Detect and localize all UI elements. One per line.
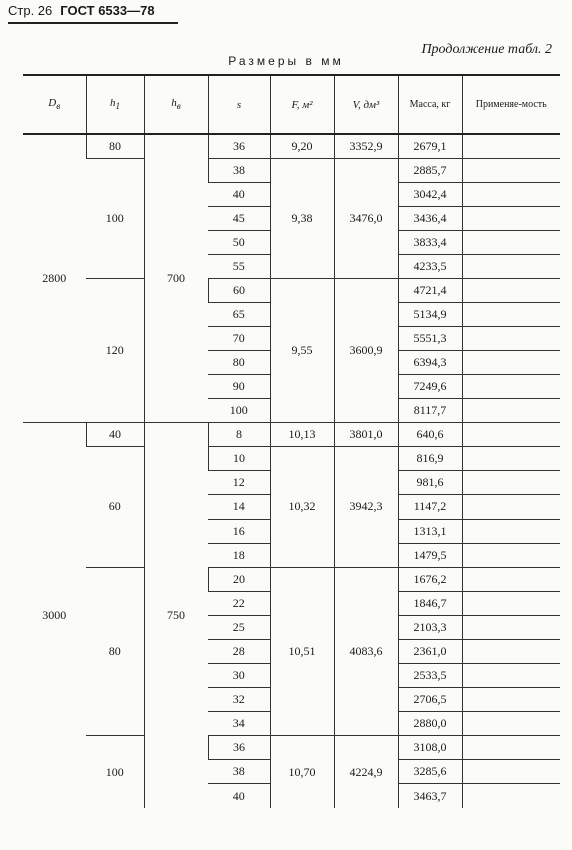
- cell-usage: [462, 712, 560, 736]
- cell-h1: 60: [86, 447, 144, 567]
- cell-usage: [462, 399, 560, 423]
- cell-s: 14: [208, 495, 270, 519]
- cell-f: 9,55: [270, 278, 334, 422]
- cell-v: 3476,0: [334, 158, 398, 278]
- cell-v: 4083,6: [334, 567, 398, 735]
- cell-h1: 100: [105, 764, 124, 779]
- cell-mass: 5551,3: [398, 327, 462, 351]
- table-header-row: [23, 75, 560, 134]
- cell-mass: 2533,5: [398, 663, 462, 687]
- cell-mass: 1676,2: [398, 567, 462, 591]
- cell-usage: [462, 663, 560, 687]
- cell-mass: 1846,7: [398, 591, 462, 615]
- cell-s: 45: [208, 206, 270, 230]
- cell-mass: 5134,9: [398, 302, 462, 326]
- table-row: [23, 158, 560, 182]
- cell-s: 28: [208, 639, 270, 663]
- cell-s: 80: [208, 351, 270, 375]
- cell-s: 18: [208, 543, 270, 567]
- cell-mass: 981,6: [398, 471, 462, 495]
- cell-s: 70: [208, 327, 270, 351]
- page-header: [8, 2, 178, 22]
- cell-usage: [462, 278, 560, 302]
- cell-s: 40: [232, 788, 245, 803]
- cell-usage: [462, 591, 560, 615]
- cell-v: 3801,0: [334, 423, 398, 447]
- cell-s: 10: [208, 447, 270, 471]
- cell-mass: 640,6: [398, 423, 462, 447]
- cell-usage: [462, 375, 560, 399]
- dimensions-table: [23, 74, 560, 808]
- cell-usage: [462, 736, 560, 760]
- cell-usage: [462, 206, 560, 230]
- cell-usage: [462, 760, 560, 784]
- cell-s: 34: [208, 712, 270, 736]
- cell-mass: 2880,0: [398, 712, 462, 736]
- units-caption: Размеры в мм: [228, 54, 344, 68]
- standard-code: ГОСТ 6533—78: [60, 3, 155, 18]
- table-row: [23, 567, 560, 591]
- cell-mass: 6394,3: [398, 351, 462, 375]
- cell-s: 36: [208, 736, 270, 760]
- table-row: [23, 278, 560, 302]
- cell-hv: 700: [144, 134, 208, 423]
- cell-f: 10,51: [270, 567, 334, 735]
- cell-usage: [462, 423, 560, 447]
- cell-mass: 7249,6: [398, 375, 462, 399]
- cell-usage: [462, 158, 560, 182]
- table-continuation-label: Продолжение табл. 2: [421, 42, 552, 57]
- cell-mass: 3436,4: [398, 206, 462, 230]
- cell-usage: [462, 615, 560, 639]
- cell-usage: [462, 687, 560, 711]
- col-header-hv: $h_в$: [144, 75, 208, 134]
- cell-s: 65: [208, 302, 270, 326]
- cell-mass: 3285,6: [398, 760, 462, 784]
- cell-s: 32: [208, 687, 270, 711]
- cell-mass: 816,9: [398, 447, 462, 471]
- cell-usage: [462, 639, 560, 663]
- cell-usage: [462, 495, 560, 519]
- cell-mass: 3463,7: [398, 784, 462, 808]
- cell-f: 9,38: [270, 158, 334, 278]
- cell-mass: 1479,5: [398, 543, 462, 567]
- col-header-f: F, м²: [270, 75, 334, 134]
- cell-usage: [462, 351, 560, 375]
- col-header-s: s: [208, 75, 270, 134]
- cell-usage: [462, 784, 560, 808]
- cell-mass: 2885,7: [398, 158, 462, 182]
- col-header-h1: $h_1$: [86, 75, 144, 134]
- cell-s: 50: [208, 230, 270, 254]
- cell-s: 55: [208, 254, 270, 278]
- cell-s: 16: [208, 519, 270, 543]
- cell-s: 38: [208, 158, 270, 182]
- cell-mass: 8117,7: [398, 399, 462, 423]
- cell-mass: 3108,0: [398, 736, 462, 760]
- cell-s: 100: [208, 399, 270, 423]
- cell-mass: 3833,4: [398, 230, 462, 254]
- cell-v: 3942,3: [334, 447, 398, 567]
- cell-usage: [462, 230, 560, 254]
- table-row: [23, 134, 560, 158]
- cell-s: 38: [208, 760, 270, 784]
- cell-mass: 1147,2: [398, 495, 462, 519]
- table-row: [23, 447, 560, 471]
- col-header-v: V, дм³: [334, 75, 398, 134]
- cell-mass: 2103,3: [398, 615, 462, 639]
- cell-mass: 4721,4: [398, 278, 462, 302]
- cell-f: 10,32: [270, 447, 334, 567]
- cell-h1: 80: [86, 567, 144, 735]
- cell-hv: 750: [144, 423, 208, 808]
- cell-usage: [462, 567, 560, 591]
- cell-usage: [462, 447, 560, 471]
- cell-s: 8: [208, 423, 270, 447]
- cell-usage: [462, 519, 560, 543]
- cell-h1: 40: [86, 423, 144, 447]
- col-header-usage: Применяе-мость: [462, 75, 560, 134]
- cell-s: 22: [208, 591, 270, 615]
- col-header-d: $D_в$: [23, 75, 86, 134]
- cell-s: 36: [208, 134, 270, 158]
- cell-usage: [462, 543, 560, 567]
- cell-usage: [462, 302, 560, 326]
- cell-s: 12: [208, 471, 270, 495]
- col-header-mass: Масса, кг: [398, 75, 462, 134]
- page-number: Стр. 26: [8, 3, 53, 18]
- cell-v: 4224,9: [334, 736, 398, 808]
- cell-usage: [462, 254, 560, 278]
- header-rule: [8, 22, 178, 24]
- cell-diameter: 3000: [23, 423, 86, 808]
- cell-s: 90: [208, 375, 270, 399]
- table-row: [23, 736, 560, 760]
- cell-diameter: 2800: [42, 271, 67, 286]
- cell-usage: [462, 134, 560, 158]
- cell-v: 3600,9: [334, 278, 398, 422]
- cell-mass: 2361,0: [398, 639, 462, 663]
- cell-v: 3352,9: [334, 134, 398, 158]
- cell-s: 20: [208, 567, 270, 591]
- cell-f: 10,70: [270, 736, 334, 808]
- table-row: [23, 423, 560, 447]
- cell-usage: [462, 327, 560, 351]
- cell-mass: 1313,1: [398, 519, 462, 543]
- cell-s: 60: [208, 278, 270, 302]
- cell-s: 25: [208, 615, 270, 639]
- cell-mass: 2679,1: [398, 134, 462, 158]
- cell-s: 40: [208, 182, 270, 206]
- cell-f: 9,20: [270, 134, 334, 158]
- cell-h1: 100: [86, 158, 144, 278]
- cell-mass: 3042,4: [398, 182, 462, 206]
- cell-h1: 120: [105, 343, 124, 358]
- cell-usage: [462, 471, 560, 495]
- cell-mass: 2706,5: [398, 687, 462, 711]
- cell-h1: 80: [86, 134, 144, 158]
- cell-usage: [462, 182, 560, 206]
- cell-mass: 4233,5: [398, 254, 462, 278]
- cell-f: 10,13: [270, 423, 334, 447]
- cell-s: 30: [208, 663, 270, 687]
- table-body: [23, 134, 560, 808]
